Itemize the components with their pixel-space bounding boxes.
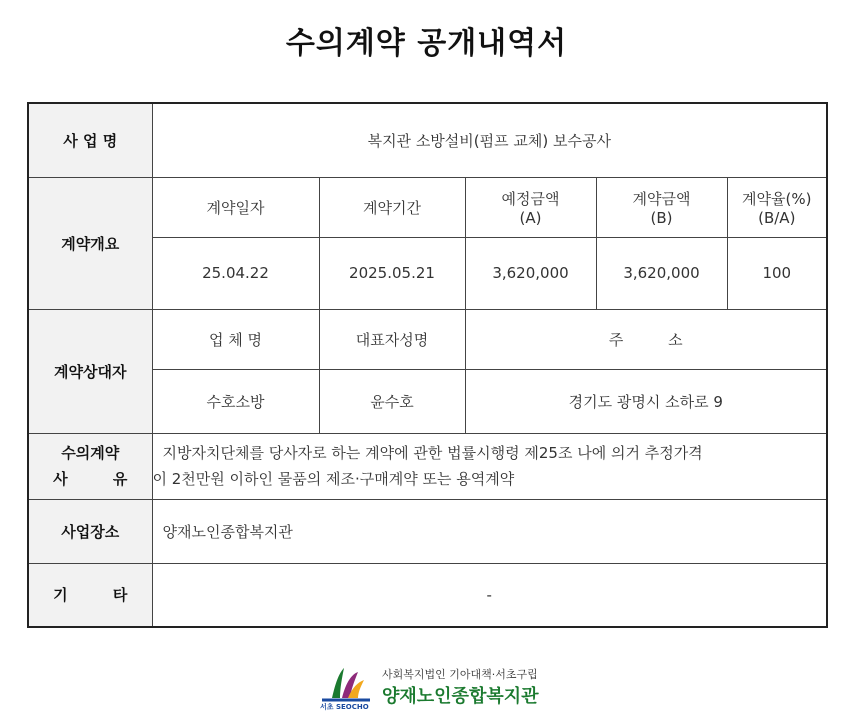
reason-label-line1: 수의계약	[61, 444, 120, 462]
business-name-row	[28, 103, 827, 177]
estimate-header-line2: (A)	[519, 208, 542, 227]
contract-amount-header	[596, 177, 727, 237]
reason-line2: 이 2천만원 이하인 물품의 제조·구매계약 또는 용역계약	[152, 470, 515, 488]
address-value: 경기도 광명시 소하로 9	[465, 369, 827, 433]
estimate-header-line1: 예정금액	[501, 189, 560, 208]
business-name-label: 사 업 명	[28, 103, 152, 177]
contract-date-header: 계약일자	[152, 177, 319, 237]
document-title: 수의계약 공개내역서	[285, 26, 568, 61]
contract-overview-label: 계약개요	[28, 177, 152, 309]
contract-rate-header	[727, 177, 827, 237]
company-name-header: 업 체 명	[152, 309, 319, 369]
company-name-value: 수호소방	[152, 369, 319, 433]
reason-row	[28, 433, 827, 499]
amount-header-line2: (B)	[650, 208, 673, 227]
estimate-amount-header	[465, 177, 596, 237]
reason-line1: 지방자치단체를 당사자로 하는 계약에 관한 법률시행령 제25조 나에 의거 추정가격	[162, 444, 703, 462]
rate-header-line1: 계약율(%)	[742, 189, 812, 208]
reason-label	[28, 433, 152, 499]
contract-amount-value: 3,620,000	[596, 237, 727, 309]
representative-header: 대표자성명	[319, 309, 465, 369]
contract-date-value: 25.04.22	[152, 237, 319, 309]
contract-table	[27, 102, 828, 628]
representative-value: 윤수호	[319, 369, 465, 433]
amount-header-line1: 계약금액	[632, 189, 691, 208]
reason-value	[152, 433, 827, 499]
contract-period-header: 계약기간	[319, 177, 465, 237]
location-value: 양재노인종합복지관	[152, 499, 827, 563]
location-label: 사업장소	[28, 499, 152, 563]
footer-organization-name: 양재노인종합복지관	[382, 686, 539, 707]
counterparty-label: 계약상대자	[28, 309, 152, 433]
counterparty-header-row	[28, 309, 827, 369]
business-name-value: 복지관 소방설비(펌프 교체) 보수공사	[152, 103, 827, 177]
address-header: 주 소	[465, 309, 827, 369]
etc-row	[28, 563, 827, 627]
seocho-logo-icon	[318, 664, 374, 710]
overview-header-row	[28, 177, 827, 237]
contract-period-value: 2025.05.21	[319, 237, 465, 309]
location-row	[28, 499, 827, 563]
contract-rate-value: 100	[727, 237, 827, 309]
reason-label-line2: 사 유	[53, 470, 128, 488]
etc-label: 기 타	[28, 563, 152, 627]
footer-subtitle: 사회복지법인 기아대책·서초구립	[382, 668, 538, 681]
rate-header-line2: (B/A)	[758, 208, 796, 227]
estimate-amount-value: 3,620,000	[465, 237, 596, 309]
etc-value: -	[152, 563, 827, 627]
logo-caption: 서초 SEOCHO	[320, 703, 369, 711]
footer-logo	[318, 662, 548, 710]
